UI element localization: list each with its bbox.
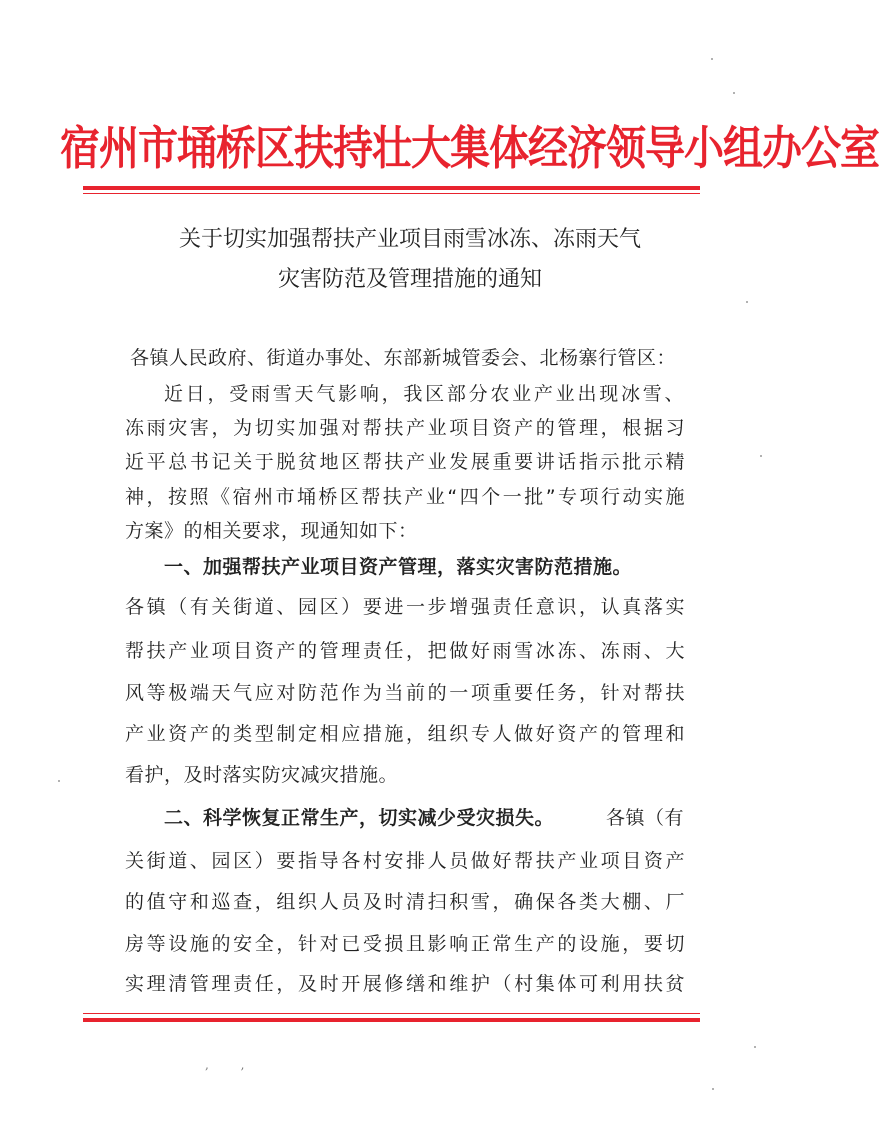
header-rule-bottom	[83, 193, 700, 194]
intro-line-1: 近日，受雨雪天气影响，我区部分农业产业出现冰雪、	[164, 383, 684, 405]
scan-speck	[733, 92, 735, 94]
document-title-line-2: 灾害防范及管理措施的通知	[277, 267, 542, 292]
section-1-line-2: 帮扶产业项目资产的管理责任，把做好雨雪冰冻、冻雨、大	[125, 640, 685, 662]
section-2-line-3: 房等设施的安全，针对已受损且影响正常生产的设施，要切	[125, 933, 685, 955]
section-1-line-3: 风等极端天气应对防范作为当前的一项重要任务，针对帮扶	[125, 682, 685, 704]
office-header-title: 宿州市埇桥区扶持壮大集体经济领导小组办公室	[60, 121, 879, 176]
section-1-line-1: 各镇（有关街道、园区）要进一步增强责任意识，认真落实	[125, 596, 685, 618]
scan-speck	[754, 1046, 756, 1048]
footer-marks: , ,	[205, 1058, 259, 1072]
scan-speck	[760, 455, 762, 457]
footer-rule-bottom	[83, 1018, 700, 1022]
section-2-line-2: 的值守和巡查，组织人员及时清扫积雪，确保各类大棚、厂	[125, 891, 685, 913]
scan-speck	[711, 58, 713, 60]
scan-speck	[712, 1088, 714, 1090]
section-2-first-line	[164, 806, 684, 830]
section-1-heading: 一、加强帮扶产业项目资产管理，落实灾害防范措施。	[164, 556, 633, 578]
section-2-line-1: 关街道、园区）要指导各村安排人员做好帮扶产业项目资产	[125, 850, 685, 872]
section-2-heading-tail: 各镇（有	[605, 807, 684, 829]
scan-speck	[746, 301, 748, 303]
intro-line-3: 近平总书记关于脱贫地区帮扶产业发展重要讲话指示批示精	[125, 451, 685, 473]
section-1-line-5: 看护，及时落实防灾减灾措施。	[125, 764, 399, 786]
addressee: 各镇人民政府、街道办事处、东部新城管委会、北杨寨行管区：	[130, 347, 677, 369]
section-2-heading: 二、科学恢复正常生产，切实减少受灾损失。	[164, 807, 555, 829]
section-1-line-4: 产业资产的类型制定相应措施，组织专人做好资产的管理和	[125, 723, 685, 745]
header-rule-top	[83, 186, 700, 190]
document-title-line-1: 关于切实加强帮扶产业项目雨雪冰冻、冻雨天气	[178, 227, 641, 252]
footer-rule-top	[83, 1013, 700, 1014]
intro-line-5: 方案》的相关要求，现通知如下：	[125, 520, 418, 542]
intro-line-2: 冻雨灾害，为切实加强对帮扶产业项目资产的管理，根据习	[125, 417, 685, 439]
scan-speck	[58, 780, 60, 782]
intro-line-4: 神，按照《宿州市埇桥区帮扶产业“四个一批”专项行动实施	[125, 486, 685, 508]
section-2-line-4: 实理清管理责任，及时开展修缮和维护（村集体可利用扶贫	[125, 973, 685, 995]
